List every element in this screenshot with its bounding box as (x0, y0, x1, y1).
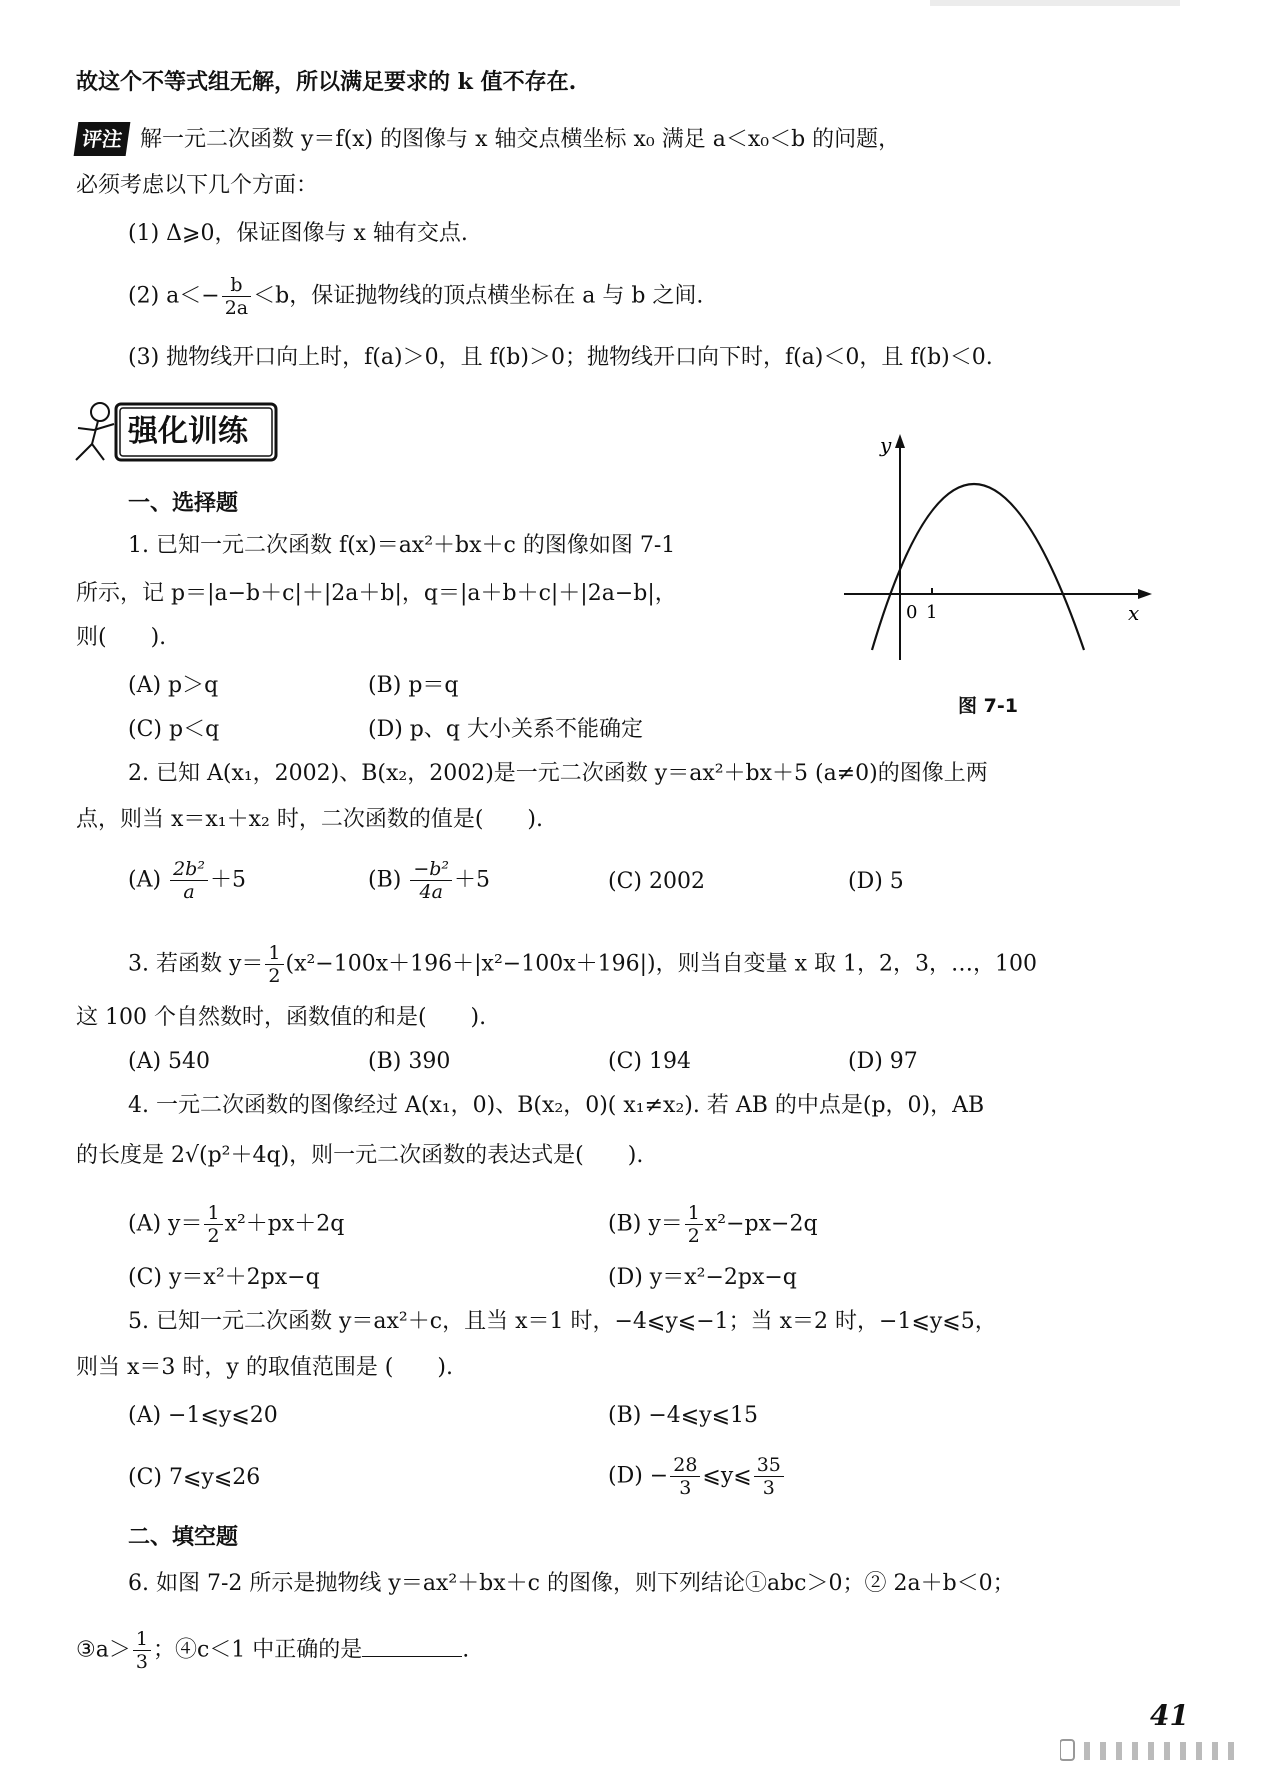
q4-line-1: 4. 一元二次函数的图像经过 A(x₁，0)、B(x₂，0)( x₁≠x₂). 若 AB 的中点是(p，0)，AB (128, 1093, 985, 1118)
parabola-curve (872, 484, 1084, 650)
top-edge-strip (930, 0, 1180, 6)
q1-line-3: 则( ). (76, 625, 167, 650)
point-2 (128, 274, 703, 319)
answer-blank (362, 1636, 462, 1657)
banner-title: 强化训练 (128, 414, 248, 449)
q3-option-d: (D) 97 (848, 1049, 918, 1074)
q1-line-2: 所示，记 p＝|a−b＋c|＋|2a＋b|，q＝|a＋b＋c|＋|2a−b|， (76, 581, 677, 606)
point-1: (1) Δ⩾0，保证图像与 x 轴有交点. (128, 221, 468, 246)
section-fill-title: 二、填空题 (128, 1525, 239, 1550)
q4-option-d: (D) y＝x²−2px−q (608, 1265, 797, 1290)
q5-option-b: (B) −4⩽y⩽15 (608, 1403, 759, 1428)
point-3: (3) 抛物线开口向上时，f(a)＞0，且 f(b)＞0；抛物线开口向下时，f(a)＜0，且 f(b)＜0. (128, 345, 993, 370)
q5-option-d: (D) − $\frac{28}{3}$ ⩽y⩽ $\frac{35}{3}$ (608, 1454, 786, 1499)
watermark-bars (1060, 1738, 1260, 1762)
q4-line-2: 的长度是 2√(p²＋4q)，则一元二次函数的表达式是( ). (76, 1143, 644, 1168)
q5-line-2: 则当 x＝3 时，y 的取值范围是 ( ). (76, 1355, 453, 1380)
y-axis-label: y (880, 433, 892, 457)
comment-line-2: 必须考虑以下几个方面： (76, 173, 319, 198)
q2-line-2: 点，则当 x＝x₁＋x₂ 时，二次函数的值是( ). (76, 807, 544, 832)
page-number: 41 (1150, 1699, 1189, 1732)
x-axis-arrow (1138, 589, 1152, 599)
comment-line (76, 122, 900, 156)
q1-option-c: (C) p＜q (128, 717, 220, 742)
figure-7-1 (836, 428, 1156, 728)
q3-option-b: (B) 390 (368, 1049, 451, 1074)
tick-label: 1 (926, 602, 938, 623)
q3-option-a: (A) 540 (128, 1049, 211, 1074)
point-2-post: ＜b，保证抛物线的顶点横坐标在 a 与 b 之间. (253, 283, 704, 309)
comment-text: 解一元二次函数 y＝f(x) 的图像与 x 轴交点横坐标 x₀ 满足 a＜x₀＜b 的问题， (140, 127, 901, 152)
q3-line-1: 3. 若函数 y＝ $\frac{1}{2}$ (x²−100x＋196＋|x²−100x＋196|)，则当自变量 x 取 1，2，3，…，100 (128, 942, 1037, 987)
q2-line-1: 2. 已知 A(x₁，2002)、B(x₂，2002)是一元二次函数 y＝ax²＋bx＋5 (a≠0)的图像上两 (128, 761, 988, 786)
q2-option-b: (B) $\frac{\text{−b²}}{4a}$ ＋5 (368, 858, 491, 903)
figure-caption: 图 7-1 (958, 695, 1018, 717)
point-2-fraction: $\frac{b}{2a}$ (222, 274, 251, 319)
q6-line-1: 6. 如图 7-2 所示是抛物线 y＝ax²＋bx＋c 的图像，则下列结论①abc＞0；② 2a＋b＜0； (128, 1571, 1015, 1596)
q1-option-d: (D) p、q 大小关系不能确定 (368, 717, 643, 742)
conclusion-line: 故这个不等式组无解，所以满足要求的 k 值不存在. (76, 69, 577, 95)
q3-option-c: (C) 194 (608, 1049, 691, 1074)
q2-option-d: (D) 5 (848, 869, 904, 894)
q4-option-c: (C) y＝x²＋2px−q (128, 1265, 320, 1290)
point-2-pre: (2) a＜− (128, 283, 220, 309)
q4-option-a: (A) y＝ $\frac{1}{2}$ x²＋px＋2q (128, 1202, 345, 1247)
q1-option-a: (A) p＞q (128, 673, 219, 698)
q5-line-1: 5. 已知一元二次函数 y＝ax²＋c，且当 x＝1 时，−4⩽y⩽−1；当 x＝2 时，−1⩽y⩽5， (128, 1309, 997, 1334)
q5-option-c: (C) 7⩽y⩽26 (128, 1465, 261, 1490)
q4-option-b: (B) y＝ $\frac{1}{2}$ x²−px−2q (608, 1202, 818, 1247)
q2-option-c: (C) 2002 (608, 869, 705, 894)
y-axis-arrow (895, 434, 905, 448)
q6-line-2: ③a＞ $\frac{1}{3}$ ；④c＜1 中正确的是 . (76, 1628, 470, 1673)
q1-option-b: (B) p＝q (368, 673, 459, 698)
q5-option-a: (A) −1⩽y⩽20 (128, 1403, 278, 1428)
section-choice-title: 一、选择题 (128, 491, 239, 516)
q1-line-1: 1. 已知一元二次函数 f(x)＝ax²＋bx＋c 的图像如图 7-1 (128, 533, 676, 558)
q3-line-2: 这 100 个自然数时，函数值的和是( ). (76, 1005, 487, 1030)
q2-option-a: (A) $\frac{\text{2b²}}{a}$ ＋5 (128, 858, 246, 903)
comment-tag: 评注 (74, 122, 131, 156)
origin-label: 0 (906, 602, 918, 623)
x-axis-label: x (1128, 601, 1140, 625)
training-banner (70, 398, 280, 466)
